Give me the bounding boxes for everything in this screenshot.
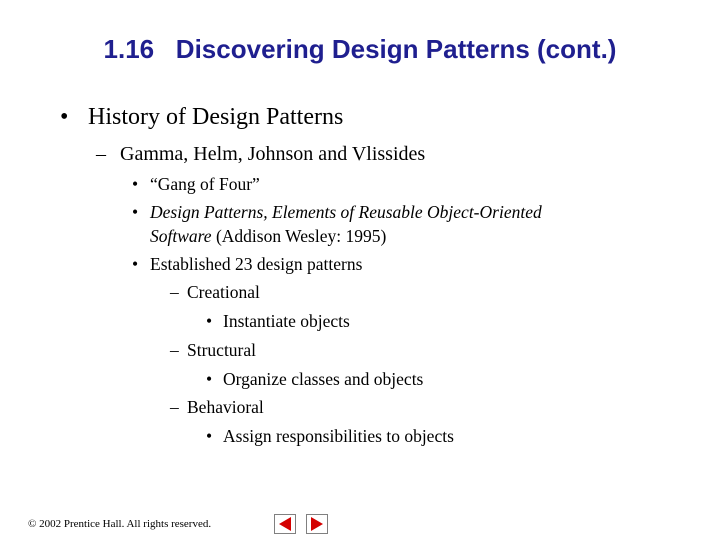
bullet-marker: • bbox=[206, 426, 213, 446]
bullet-gang-of-four: “Gang of Four” bbox=[150, 174, 260, 194]
dash-marker: – bbox=[170, 397, 179, 417]
dash-marker: – bbox=[170, 340, 179, 360]
bullet-behavioral-sub: Assign responsibilities to objects bbox=[223, 426, 454, 446]
bullet-creational-sub: Instantiate objects bbox=[223, 311, 350, 331]
copyright-text: 2002 Prentice Hall. All rights reserved. bbox=[36, 518, 212, 530]
copyright-footer bbox=[28, 518, 211, 530]
slide-title: 1.16 Discovering Design Patterns (cont.) bbox=[103, 34, 617, 64]
arrow-left-icon bbox=[275, 515, 295, 533]
bullet-book-title-cont bbox=[150, 226, 386, 247]
bullet-structural: Structural bbox=[187, 340, 257, 360]
bullet-creational: Creational bbox=[187, 282, 260, 302]
bullet-marker: • bbox=[132, 174, 139, 194]
bullet-marker: • bbox=[132, 254, 139, 274]
previous-slide-button[interactable] bbox=[274, 514, 296, 534]
bullet-marker: • bbox=[132, 202, 139, 222]
bullet-history: History of Design Patterns bbox=[88, 104, 344, 130]
bullet-structural-sub: Organize classes and objects bbox=[223, 369, 424, 389]
bullet-authors: Gamma, Helm, Johnson and Vlissides bbox=[120, 143, 426, 165]
bullet-marker: • bbox=[206, 369, 213, 389]
bullet-behavioral: Behavioral bbox=[187, 397, 264, 417]
bullet-marker: • bbox=[206, 311, 213, 331]
dash-marker: – bbox=[96, 143, 106, 165]
dash-marker: – bbox=[170, 282, 179, 302]
next-slide-button[interactable] bbox=[306, 514, 328, 534]
book-publisher: (Addison Wesley: 1995) bbox=[211, 226, 387, 246]
book-title-italic: Software bbox=[150, 226, 212, 246]
copyright-icon: © bbox=[28, 518, 37, 530]
bullet-book-title: Design Patterns, Elements of Reusable Object-Oriented bbox=[150, 202, 542, 222]
bullet-marker: • bbox=[60, 104, 69, 130]
arrow-right-icon bbox=[307, 515, 327, 533]
bullet-established: Established 23 design patterns bbox=[150, 254, 363, 274]
